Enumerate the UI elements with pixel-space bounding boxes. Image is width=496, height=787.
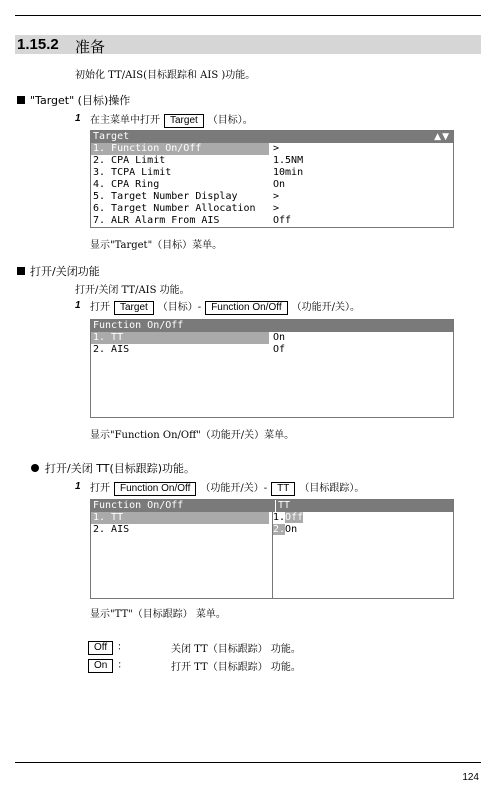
square-bullet-icon (17, 267, 25, 275)
target-menu (90, 130, 454, 228)
menu-item-target-number-display[interactable]: 5. Target Number Display > (93, 191, 280, 202)
tt-menu (90, 499, 454, 599)
menu-title-bar (91, 500, 453, 512)
option-off-desc: 关闭 TT（目标跟踪） 功能。 (171, 644, 301, 655)
menu-item-target-number-allocation[interactable]: 6. Target Number Allocation > (93, 203, 280, 214)
target-step-text: 在主菜单中打开 Target （目标）。 (90, 115, 253, 126)
menu-title-bar (91, 320, 453, 332)
circle-bullet-icon (31, 464, 39, 472)
tt-heading: 打开/关闭 TT(目标跟踪)功能。 (31, 460, 195, 476)
off-key[interactable]: Off (88, 641, 113, 655)
onoff-intro: 打开/关闭 TT/AIS 功能。 (75, 285, 190, 296)
target-ops-heading: "Target" (目标)操作 (17, 92, 130, 108)
submenu-title: TT (275, 500, 290, 512)
onoff-heading: 打开/关闭功能 (17, 263, 100, 279)
top-rule (15, 15, 481, 16)
function-onoff-caption: 显示"Function On/Off"（功能开/关）菜单。 (90, 430, 295, 441)
section-number: 1.15.2 (17, 36, 59, 53)
section-intro: 初始化 TT/AIS(目标跟踪和 AIS )功能。 (75, 70, 256, 81)
target-menu-caption: 显示"Target"（目标）菜单。 (90, 240, 223, 251)
submenu-item-on[interactable]: 2.On (273, 524, 298, 535)
menu-title: Target (93, 131, 130, 142)
page-number: 124 (462, 772, 479, 783)
on-key[interactable]: On (88, 659, 113, 673)
menu-title: Function On/Off (93, 500, 184, 511)
square-bullet-icon (17, 96, 25, 104)
menu-item-tt[interactable]: 1. TT On (93, 332, 286, 343)
tt-step-text: 打开 Function On/Off （功能开/关）- TT （目标跟踪）。 (90, 483, 365, 494)
scroll-arrows-icon[interactable]: ▲▼ (434, 132, 450, 142)
menu-item-ais[interactable]: 2. AIS 2.On (93, 524, 298, 535)
function-onoff-menu (90, 319, 454, 418)
option-off-row: Off ： (88, 638, 127, 655)
menu-item-function-onoff[interactable]: 1. Function On/Off > (93, 143, 280, 154)
onoff-step-text: 打开 Target （目标）- Function On/Off （功能开/关）。 (90, 302, 360, 313)
menu-title-bar (91, 131, 453, 143)
section-title: 准备 (75, 38, 106, 56)
menu-item-alr-alarm[interactable]: 7. ALR Alarm From AIS Off (93, 215, 292, 226)
menu-item-tt[interactable]: 1. TT 1.Off (93, 512, 304, 523)
step-number: 1 (75, 300, 81, 311)
option-on-desc: 打开 TT（目标跟踪） 功能。 (171, 662, 301, 673)
function-onoff-key[interactable]: Function On/Off (205, 301, 287, 315)
menu-title: Function On/Off (93, 320, 184, 331)
target-key[interactable]: Target (114, 301, 154, 315)
menu-item-ais[interactable]: 2. AIS Of (93, 344, 286, 355)
step-number: 1 (75, 113, 81, 124)
tt-menu-caption: 显示"TT"（目标跟踪） 菜单。 (90, 609, 226, 620)
function-onoff-key[interactable]: Function On/Off (114, 482, 196, 496)
step-number: 1 (75, 481, 81, 492)
option-on-row: On ： (88, 656, 127, 673)
menu-divider (272, 512, 273, 598)
menu-item-tcpa-limit[interactable]: 3. TCPA Limit 10min (93, 167, 304, 178)
submenu-item-off[interactable]: 1.Off (273, 512, 304, 523)
menu-item-cpa-limit[interactable]: 2. CPA Limit 1.5NM (93, 155, 304, 166)
menu-item-cpa-ring[interactable]: 4. CPA Ring On (93, 179, 286, 190)
bottom-rule (15, 762, 481, 763)
tt-key[interactable]: TT (271, 482, 295, 496)
target-key[interactable]: Target (164, 114, 204, 128)
